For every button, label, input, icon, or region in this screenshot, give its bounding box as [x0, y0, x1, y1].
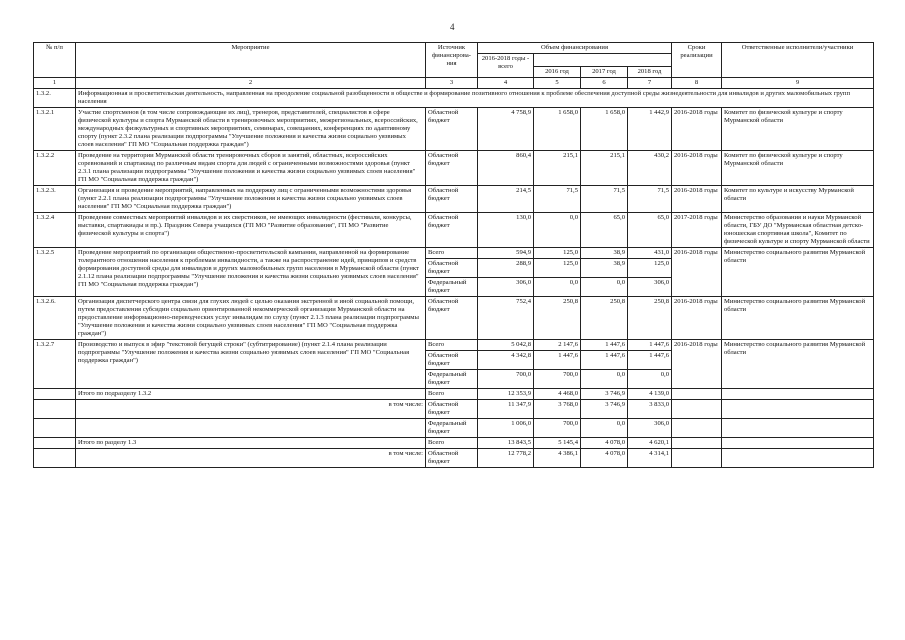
- row-2018: 250,8: [628, 297, 672, 340]
- row-event-text: Проведение на территории Мурманской области тренировочных сборов и занятий, областных, всероссийских соревнований и спартакиад по различным видам спорта для людей с ограниченными возможностями здоровья (пункт 2.3.1 плана реализации подпрограммы "Улучшение положения и качества жизни социально уязвимых слоев населения" ГП МО "Социальная поддержка граждан"): [76, 151, 426, 186]
- subtotal-incl-label: в том числе:: [76, 400, 426, 419]
- row-num: 1.3.2.4: [34, 213, 76, 248]
- row-terms: 2016-2018 годы: [672, 297, 722, 340]
- section-total-blank: [34, 438, 76, 449]
- row-2017: 1 447,6: [581, 351, 628, 370]
- row-event-text: Организация и проведение мероприятий, направленных на поддержку лиц с ограниченными возможностями здоровья (пункт 2.2.1 плана реализации подпрограммы "Улучшение положения и качества жизни социально уязвимых слоев населения" ГП МО "Социальная поддержка граждан"): [76, 186, 426, 213]
- section-total-row: [34, 449, 874, 468]
- row-2017: 38,9: [581, 248, 628, 259]
- section-total-row: [34, 438, 874, 449]
- column-number: 1: [34, 78, 76, 89]
- section-total-blank: [722, 449, 874, 468]
- row-2016: 1 447,6: [534, 351, 581, 370]
- row-source: Областной бюджет: [426, 259, 478, 278]
- row-2017: 1 658,0: [581, 108, 628, 151]
- row-2018: 65,0: [628, 213, 672, 248]
- row-num: 1.3.2.1: [34, 108, 76, 151]
- row-total: 306,0: [478, 278, 534, 297]
- row-responsible: Министерство социального развития Мурманской области: [722, 297, 874, 340]
- row-2017: 1 447,6: [581, 340, 628, 351]
- section-total-label: Итого по разделу 1.3: [76, 438, 426, 449]
- row-num: 1.3.2.5: [34, 248, 76, 297]
- table-body: [34, 89, 874, 468]
- row-event-text: Производство и выпуск в эфир "текстовой бегущей строки" (субтитрирование) (пункт 2.1.4 плана реализации подпрограммы "Улучшение положения и качества жизни социально уязвимых слоев населения" ГП МО "Социальная поддержка граждан"): [76, 340, 426, 389]
- subtotal-2016: 3 768,0: [534, 400, 581, 419]
- header-2018: 2018 год: [628, 67, 672, 78]
- subtotal-2018: 306,0: [628, 419, 672, 438]
- subtotal-source: Областной бюджет: [426, 400, 478, 419]
- row-total: 5 042,8: [478, 340, 534, 351]
- row-total: 700,0: [478, 370, 534, 389]
- subtotal-blank: [76, 419, 426, 438]
- row-source: Федеральный бюджет: [426, 278, 478, 297]
- subtotal-2016: 700,0: [534, 419, 581, 438]
- row-2017: 71,5: [581, 186, 628, 213]
- row-responsible: Комитет по физической культуре и спорту Мурманской области: [722, 151, 874, 186]
- row-2016: 71,5: [534, 186, 581, 213]
- section-total-blank: [672, 438, 722, 449]
- row-num: 1.3.2.2: [34, 151, 76, 186]
- row-source: Областной бюджет: [426, 108, 478, 151]
- section-total-incl-label: в том числе:: [76, 449, 426, 468]
- row-source: Областной бюджет: [426, 351, 478, 370]
- header-terms: Сроки реализации: [672, 43, 722, 78]
- column-number: 9: [722, 78, 874, 89]
- section-total-source: Всего: [426, 438, 478, 449]
- section-num: 1.3.2.: [34, 89, 76, 108]
- column-number: 3: [426, 78, 478, 89]
- subtotal-blank: [722, 419, 874, 438]
- subtotal-total: 11 347,9: [478, 400, 534, 419]
- subtotal-2017: 3 746,9: [581, 389, 628, 400]
- row-2016: 2 147,6: [534, 340, 581, 351]
- section-total-blank: [34, 449, 76, 468]
- row-total: 214,5: [478, 186, 534, 213]
- row-2017: 215,1: [581, 151, 628, 186]
- subtotal-source: Федеральный бюджет: [426, 419, 478, 438]
- row-event-text: Организация диспетчерского центра связи для глухих людей с целью оказания экстренной и иной социальной помощи, путем предоставления субсидии социально ориентированной некоммерческой организации Мурманской области на предоставление информационно-переводческих услуг инвалидам по слуху (пункт 2.1.3 плана реализации подпрограммы "Улучшение положения и качества жизни социально уязвимых слоев населения" ГП МО "Социальная поддержка граждан"): [76, 297, 426, 340]
- subtotal-blank: [722, 389, 874, 400]
- row-num: 1.3.2.6.: [34, 297, 76, 340]
- subtotal-label: Итого по подразделу 1.3.2: [76, 389, 426, 400]
- row-2016: 0,0: [534, 278, 581, 297]
- row-total: 752,4: [478, 297, 534, 340]
- header-total: 2016-2018 годы - всего: [478, 54, 534, 78]
- subtotal-blank: [34, 400, 76, 419]
- row-2018: 71,5: [628, 186, 672, 213]
- column-number: 5: [534, 78, 581, 89]
- row-total: 594,9: [478, 248, 534, 259]
- section-total-2016: 5 145,4: [534, 438, 581, 449]
- row-terms: 2016-2018 годы: [672, 248, 722, 297]
- column-number: 8: [672, 78, 722, 89]
- section-total-2018: 4 620,1: [628, 438, 672, 449]
- row-2016: 250,8: [534, 297, 581, 340]
- row-source: Всего: [426, 248, 478, 259]
- header-years-gap: [534, 54, 672, 67]
- row-2017: 65,0: [581, 213, 628, 248]
- section-total-blank: [722, 438, 874, 449]
- row-2017: 0,0: [581, 278, 628, 297]
- header-2017: 2017 год: [581, 67, 628, 78]
- row-2016: 125,0: [534, 259, 581, 278]
- row-responsible: Комитет по физической культуре и спорту Мурманской области: [722, 108, 874, 151]
- header-2016: 2016 год: [534, 67, 581, 78]
- row-total: 4 342,8: [478, 351, 534, 370]
- subtotal-source: Всего: [426, 389, 478, 400]
- subtotal-2017: 3 746,9: [581, 400, 628, 419]
- row-terms: 2017-2018 годы: [672, 213, 722, 248]
- table-row: [34, 108, 874, 151]
- row-2018: 431,0: [628, 248, 672, 259]
- row-2016: 700,0: [534, 370, 581, 389]
- row-2017: 38,9: [581, 259, 628, 278]
- subtotal-2017: 0,0: [581, 419, 628, 438]
- row-2018: 125,0: [628, 259, 672, 278]
- row-responsible: Министерство социального развития Мурманской области: [722, 340, 874, 389]
- financing-table: [33, 42, 874, 468]
- header-num: № п/п: [34, 43, 76, 78]
- row-responsible: Министерство социального развития Мурманской области: [722, 248, 874, 297]
- column-number: 7: [628, 78, 672, 89]
- row-2018: 306,0: [628, 278, 672, 297]
- section-total-2018: 4 314,1: [628, 449, 672, 468]
- subtotal-total: 1 006,0: [478, 419, 534, 438]
- row-2017: 250,8: [581, 297, 628, 340]
- subtotal-blank: [34, 389, 76, 400]
- section-total-2016: 4 386,1: [534, 449, 581, 468]
- row-2018: 1 447,6: [628, 340, 672, 351]
- row-2018: 1 447,6: [628, 351, 672, 370]
- row-source: Всего: [426, 340, 478, 351]
- page-number: 4: [450, 22, 455, 32]
- row-terms: 2016-2018 годы: [672, 340, 722, 389]
- subtotal-2016: 4 468,0: [534, 389, 581, 400]
- row-source: Федеральный бюджет: [426, 370, 478, 389]
- subtotal-2018: 4 139,0: [628, 389, 672, 400]
- row-2018: 430,2: [628, 151, 672, 186]
- subtotal-row: [34, 389, 874, 400]
- row-source: Областной бюджет: [426, 151, 478, 186]
- table-row: [34, 213, 874, 248]
- subtotal-blank: [672, 419, 722, 438]
- table-row: [34, 248, 874, 259]
- row-source: Областной бюджет: [426, 297, 478, 340]
- section-total-blank: [672, 449, 722, 468]
- column-number: 4: [478, 78, 534, 89]
- row-2016: 125,0: [534, 248, 581, 259]
- row-2018: 1 442,9: [628, 108, 672, 151]
- row-terms: 2016-2018 годы: [672, 151, 722, 186]
- row-terms: 2016-2018 годы: [672, 186, 722, 213]
- table-row: [34, 340, 874, 351]
- subtotal-blank: [672, 400, 722, 419]
- row-event-text: Проведение мероприятий по организации общественно-просветительской кампании, направленной на формирование толерантного отношения населения к проблемам инвалидности, а также на распространение идей, принципов и средств формирования доступной среды для инвалидов и других маломобильных групп населения в Мурманской области (пункт 2.1.12 плана реализации подпрограммы "Улучшение положения и качества жизни социально уязвимых слоев населения" ГП МО "Социальная поддержка граждан"): [76, 248, 426, 297]
- row-2016: 0,0: [534, 213, 581, 248]
- row-total: 288,9: [478, 259, 534, 278]
- section-total-total: 13 843,5: [478, 438, 534, 449]
- header-volume: Объем финансирования: [478, 43, 672, 54]
- column-numbers-row: [34, 78, 874, 89]
- subtotal-total: 12 353,9: [478, 389, 534, 400]
- table-row: [34, 151, 874, 186]
- row-num: 1.3.2.3.: [34, 186, 76, 213]
- row-total: 130,0: [478, 213, 534, 248]
- table-row: [34, 297, 874, 340]
- section-total-total: 12 778,2: [478, 449, 534, 468]
- row-2018: 0,0: [628, 370, 672, 389]
- subtotal-blank: [722, 400, 874, 419]
- section-total-2017: 4 078,0: [581, 449, 628, 468]
- header-event: Мероприятие: [76, 43, 426, 78]
- header-source: Источник финансирова- ния: [426, 43, 478, 78]
- subtotal-row: [34, 419, 874, 438]
- row-2017: 0,0: [581, 370, 628, 389]
- row-responsible: Комитет по культуре и искусству Мурманской области: [722, 186, 874, 213]
- subtotal-2018: 3 833,0: [628, 400, 672, 419]
- row-total: 4 758,9: [478, 108, 534, 151]
- row-num: 1.3.2.7: [34, 340, 76, 389]
- row-event-text: Проведение совместных мероприятий инвалидов и их сверстников, не имеющих инвалидности (фестивали, конкурсы, выставки, спартакиады и пр.). Праздник Севера учащихся (ГП МО "Развитие образования", ГП МО "Развитие физической культуры и спорта"): [76, 213, 426, 248]
- row-source: Областной бюджет: [426, 213, 478, 248]
- row-responsible: Министерство образования и науки Мурманской области, ГБУ ДО "Мурманская областная детско-юношеская спортивная школа", Комитет по физической культуре и спорту Мурманской области: [722, 213, 874, 248]
- row-source: Областной бюджет: [426, 186, 478, 213]
- table-row: [34, 186, 874, 213]
- subtotal-blank: [672, 389, 722, 400]
- row-2016: 1 658,0: [534, 108, 581, 151]
- section-total-source: Областной бюджет: [426, 449, 478, 468]
- row-terms: 2016-2018 годы: [672, 108, 722, 151]
- subtotal-blank: [34, 419, 76, 438]
- row-event-text: Участие спортсменов (в том числе сопровождающие их лиц), тренеров, представителей, специалистов в сфере физической культуры и спорта Мурманской области в тренировочных мероприятиях, межрегиональных, всероссийских, международных физкультурных и спортивных мероприятиях, семинарах, совещаниях, конференциях по адаптивному спорту (пункт 2.3.2 плана реализации подпрограммы "Улучшение положения и качества жизни социально уязвимых слоев населения" ГП МО "Социальная поддержка граждан"): [76, 108, 426, 151]
- section-title: Информационная и просветительская деятельность, направленная на преодоление социальной разобщенности в обществе и формирование позитивного отношения к проблеме обеспечения доступной среды жизнедеятельности для инвалидов и других маломобильных групп населения: [76, 89, 874, 108]
- column-number: 6: [581, 78, 628, 89]
- column-number: 2: [76, 78, 426, 89]
- row-total: 860,4: [478, 151, 534, 186]
- header-responsible: Ответственные исполнители/участники: [722, 43, 874, 78]
- row-2016: 215,1: [534, 151, 581, 186]
- subtotal-row: [34, 400, 874, 419]
- section-total-2017: 4 078,0: [581, 438, 628, 449]
